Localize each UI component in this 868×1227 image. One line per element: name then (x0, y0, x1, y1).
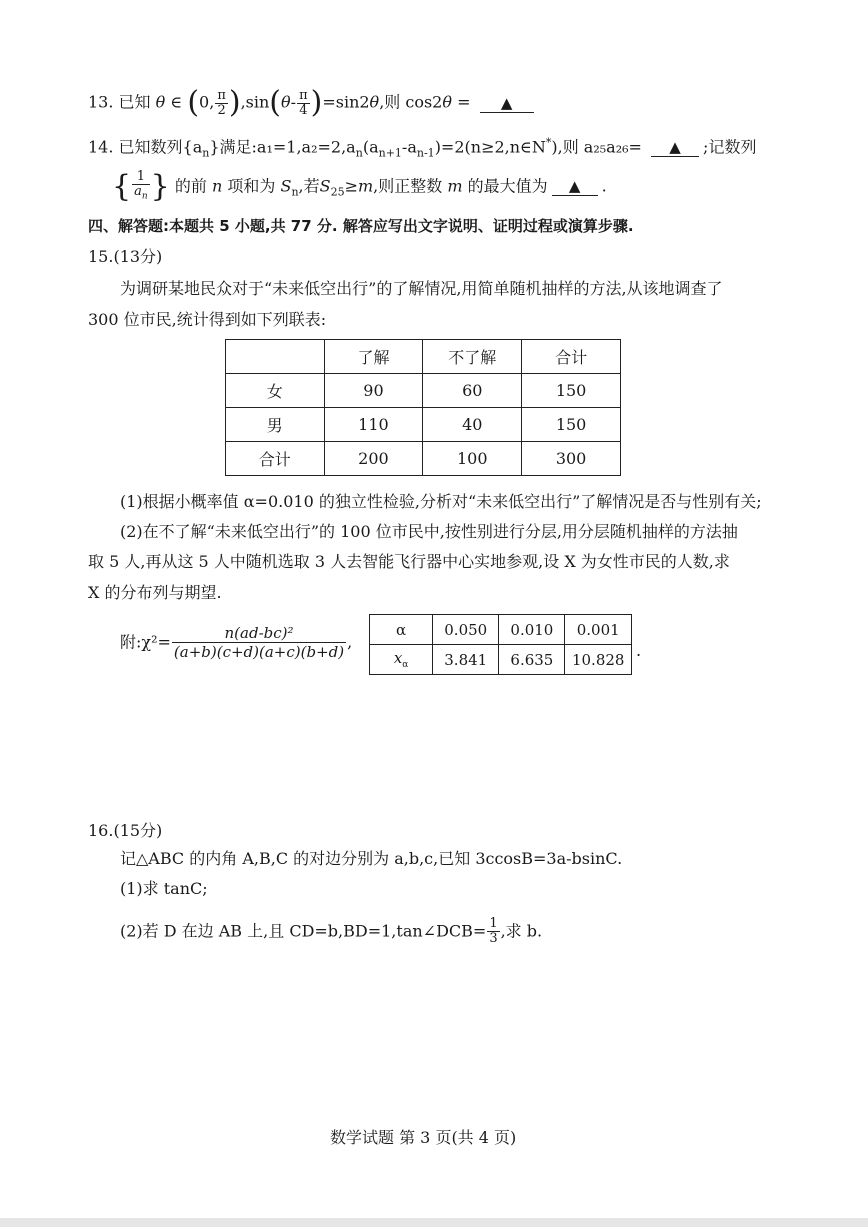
crit-alpha-2: 0.010 (499, 615, 565, 645)
q16-frac-den: 3 (489, 931, 498, 946)
question-14-line1 (88, 132, 756, 165)
q13-theta4: θ (442, 92, 452, 112)
q15-part-2a: (2)在不了解“未来低空出行”的 100 位市民中,按性别进行分层,用分层随机抽样的方法抽 (120, 522, 738, 541)
crit-alpha-3: 0.001 (565, 615, 632, 645)
q14-S-sub: n (291, 185, 299, 199)
table-row (226, 408, 621, 442)
q14-m1: m (358, 176, 374, 196)
question-13 (88, 85, 538, 120)
q14-text-g: ;记数列 (703, 137, 757, 157)
q14-frac-den-sub: n (141, 191, 148, 202)
q14-frac (132, 170, 150, 204)
table-header-cell: 不了解 (423, 340, 522, 374)
q16-frac-num: 1 (489, 916, 498, 931)
q14-S25: S (319, 176, 331, 196)
q14-text-l: 的最大值为 (467, 176, 548, 196)
table-cell: 40 (423, 408, 522, 442)
crit-x-2: 6.635 (499, 645, 565, 675)
q14-text-h: 的前 (174, 176, 207, 196)
table-header-cell: 了解 (324, 340, 423, 374)
q14-text-e: )=2(n≥2,n∈N (434, 137, 546, 157)
q16-line-1: 记△ABC 的内角 A,B,C 的对边分别为 a,b,c,已知 3ccosB=3a-bsinC. (120, 849, 623, 868)
question-14-line2 (112, 170, 607, 204)
appendix-label: 附:χ²= (120, 632, 171, 652)
q13-number: 13. (88, 92, 114, 112)
table-cell: 110 (324, 408, 423, 442)
q13-frac2-num: π (299, 87, 308, 103)
q14-sub-n: n (202, 146, 210, 160)
section-4-heading: 四、解答题:本题共 5 小题,共 77 分. 解答应写出文字说明、证明过程或演算步骤. (88, 217, 634, 235)
appendix-period: . (636, 641, 642, 660)
q14-text-a: 14. 已知数列{a (88, 137, 203, 157)
q13-eq: =sin2 (322, 92, 370, 112)
page-footer: 数学试题 第 3 页(共 4 页) (330, 1128, 517, 1147)
table-row-label: 男 (226, 408, 325, 442)
q14-text-j: ,若 (298, 176, 320, 196)
chi-square-denominator: (a+b)(c+d)(a+c)(b+d) (173, 643, 345, 661)
table-cell: 150 (522, 374, 621, 408)
bottom-scan-edge (0, 1218, 868, 1227)
table-row (226, 442, 621, 476)
q13-frac2-den: 4 (299, 102, 308, 118)
table-header-cell: 合计 (522, 340, 621, 374)
table-row-label: 女 (226, 374, 325, 408)
table-cell: 60 (423, 374, 522, 408)
q13-frac-num: π (217, 87, 226, 103)
q15-part-2b: 取 5 人,再从这 5 人中随机选取 3 人去智能飞行器中心实地参观,设 X 为女性市民的人数,求 (88, 552, 730, 571)
q14-text-f: ),则 a₂₅a₂₆= (551, 137, 642, 157)
q13-theta3: θ (369, 92, 380, 112)
table-cell: 90 (324, 374, 423, 408)
q14-text-c: (a (362, 137, 379, 157)
q14-text-d: -a (401, 137, 417, 157)
crit-alpha-1: 0.050 (433, 615, 499, 645)
q14-frac-den-a: a (134, 184, 142, 199)
q13-answer-blank[interactable]: ▲ (480, 94, 534, 113)
q14-star: * (545, 136, 552, 149)
q13-paren-open: ( (187, 85, 200, 120)
q14-text-i: 项和为 (227, 176, 276, 196)
q13-zero: 0, (199, 92, 215, 112)
q13-equals: = (452, 92, 471, 112)
q14-frac-den (132, 185, 150, 204)
q13-in: ∈ (170, 92, 183, 112)
q13-prefix: 已知 (118, 92, 151, 112)
q13-paren2-open: ( (269, 85, 282, 120)
critical-value-table (369, 614, 632, 675)
q15-part-2c: X 的分布列与期望. (88, 583, 222, 602)
q15-para-1: 为调研某地民众对于“未来低空出行”的了解情况,用简单随机抽样的方法,从该地调查了 (120, 279, 723, 298)
contingency-table (225, 339, 621, 476)
q13-paren-close: ) (228, 85, 241, 120)
q16-part-2 (120, 917, 542, 946)
table-row-label: 合计 (226, 442, 325, 476)
crit-x-label (370, 645, 433, 675)
crit-alpha-label: α (370, 615, 433, 645)
table-cell: 300 (522, 442, 621, 476)
crit-x-letter: x (393, 649, 403, 667)
q13-paren2-close: ) (310, 85, 323, 120)
q14-m2: m (447, 176, 463, 196)
q16-header: 16.(15分) (88, 821, 163, 840)
q14-geq: ≥ (344, 176, 358, 196)
table-cell: 100 (423, 442, 522, 476)
q16-part-1: (1)求 tanC; (120, 879, 208, 898)
crit-x-sub: α (402, 660, 409, 670)
chi-square-numerator: n(ad-bc)² (172, 624, 346, 643)
q15-header: 15.(13分) (88, 247, 163, 266)
q14-sub-n2: n (355, 146, 363, 160)
chi-square-fraction (172, 624, 346, 661)
q13-minus: - (290, 92, 297, 112)
q14-sub-np1: n+1 (378, 146, 402, 160)
q13-theta: θ (155, 92, 166, 112)
crit-x-3: 10.828 (565, 645, 632, 675)
table-cell: 200 (324, 442, 423, 476)
q14-answer-blank-1[interactable]: ▲ (651, 138, 699, 157)
q13-frac-den: 2 (217, 102, 226, 118)
crit-x-1: 3.841 (433, 645, 499, 675)
q14-n: n (211, 176, 223, 196)
q14-answer-blank-2[interactable]: ▲ (552, 177, 598, 196)
q13-theta2: θ (281, 92, 291, 112)
table-header-cell (226, 340, 325, 374)
table-header-row (226, 340, 621, 374)
table-cell: 150 (522, 408, 621, 442)
q14-sub-nm1: n-1 (416, 146, 435, 160)
q14-S25-sub: 25 (330, 185, 345, 199)
appendix-formula (120, 624, 352, 661)
q14-text-b: }满足:a₁=1,a₂=2,a (209, 137, 356, 157)
q13-sin: ,sin (240, 92, 270, 112)
q14-text-k: ,则正整数 (373, 176, 443, 196)
q14-brace-open: { (112, 168, 132, 204)
q16-part-2-end: ,求 b. (500, 921, 543, 941)
q16-part-2-text: (2)若 D 在边 AB 上,且 CD=b,BD=1,tan∠DCB= (120, 921, 487, 941)
q14-brace-close: } (150, 168, 170, 204)
q14-S: S (280, 176, 292, 196)
q13-pi-over-2 (215, 89, 228, 118)
crit-row-alpha (370, 615, 632, 645)
appendix-comma: , (347, 632, 353, 652)
q13-then: ,则 cos2 (379, 92, 443, 112)
q16-fraction (487, 917, 499, 946)
crit-row-x (370, 645, 632, 675)
q13-pi-over-4 (297, 89, 310, 118)
q14-frac-num: 1 (132, 170, 150, 185)
q15-part-1: (1)根据小概率值 α=0.010 的独立性检验,分析对“未来低空出行”了解情况是否与性别有关; (120, 492, 762, 511)
q15-para-2: 300 位市民,统计得到如下列联表: (88, 310, 327, 329)
q14-end: . (601, 176, 607, 196)
table-row (226, 374, 621, 408)
